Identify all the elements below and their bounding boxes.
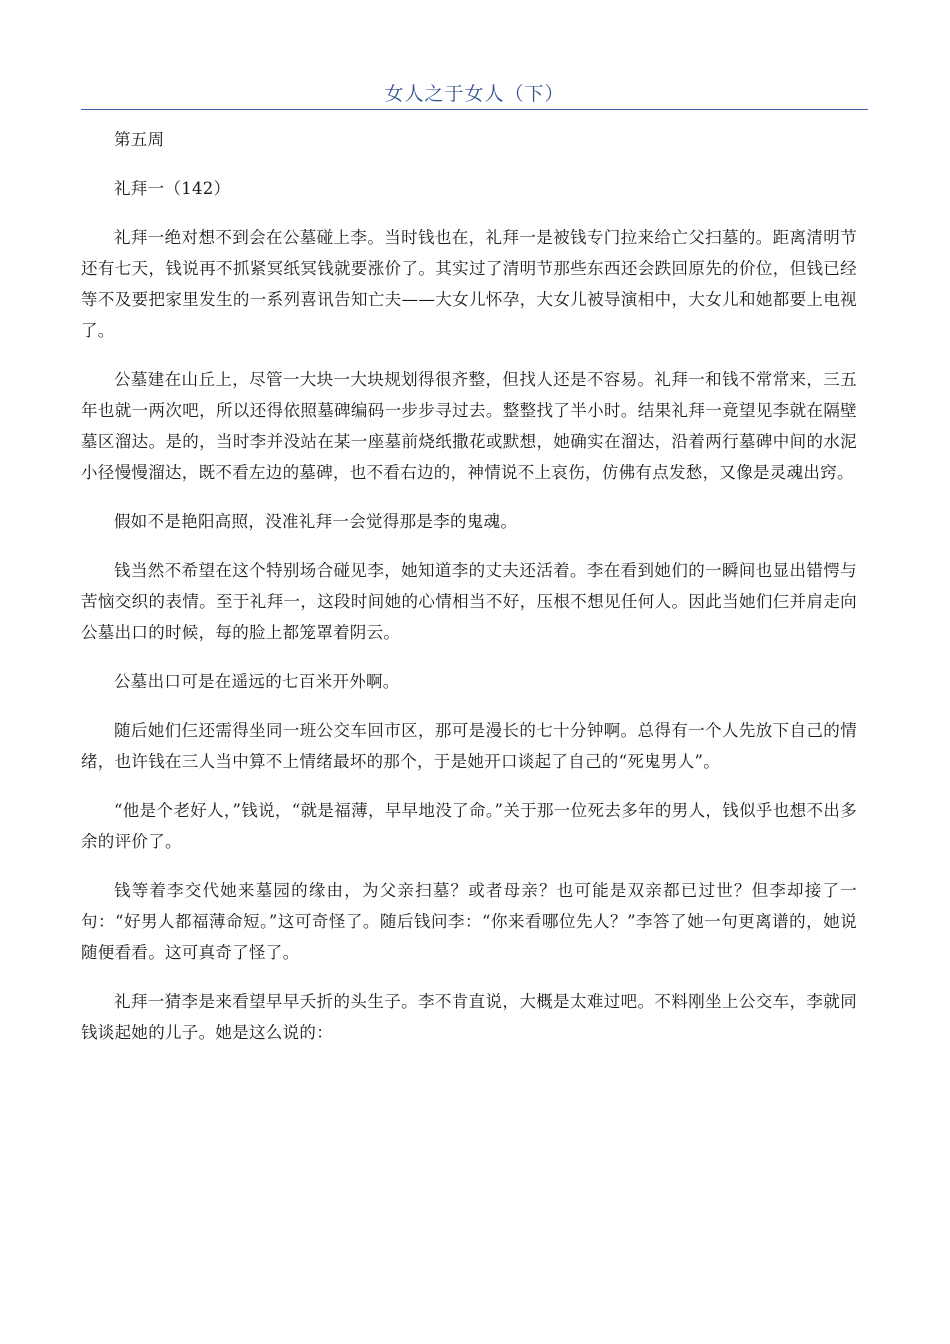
- chapter-heading: 礼拜一（142）: [114, 179, 231, 198]
- body-paragraph: 随后她们仨还需得坐同一班公交车回市区，那可是漫长的七十分钟啊。总得有一个人先放下自己的情绪，也许钱在三人当中算不上情绪最坏的那个，于是她开口谈起了自己的“死鬼男人”。: [81, 721, 857, 771]
- body-paragraph: 假如不是艳阳高照，没准礼拜一会觉得那是李的鬼魂。: [114, 512, 518, 531]
- document-title: 女人之于女人（下）: [384, 83, 565, 105]
- body-paragraph: “他是个老好人，”钱说，“就是福薄，早早地没了命。”关于那一位死去多年的男人，钱似乎也想不出多余的评价了。: [81, 801, 857, 851]
- body-paragraph: 钱当然不希望在这个特别场合碰见李，她知道李的丈夫还活着。李在看到她们的一瞬间也显出错愕与苦恼交织的表情。至于礼拜一，这段时间她的心情相当不好，压根不想见任何人。因此当她们仨并肩走向公墓出口的时候，每的脸上都笼罩着阴云。: [81, 561, 857, 642]
- body-paragraph: 礼拜一猜李是来看望早早夭折的头生子。李不肯直说，大概是太难过吧。不料刚坐上公交车，李就同钱谈起她的儿子。她是这么说的：: [81, 992, 857, 1042]
- section-heading: 第五周: [114, 130, 165, 149]
- title-divider: [81, 109, 868, 110]
- document-body: [81, 124, 857, 1066]
- body-paragraph: 礼拜一绝对想不到会在公墓碰上李。当时钱也在，礼拜一是被钱专门拉来给亡父扫墓的。距离清明节还有七天，钱说再不抓紧冥纸冥钱就要涨价了。其实过了清明节那些东西还会跌回原先的价位，但钱已经等不及要把家里发生的一系列喜讯告知亡夫——大女儿怀孕，大女儿被导演相中，大女儿和她都要上电视了。: [81, 228, 857, 340]
- body-paragraph: 钱等着李交代她来墓园的缘由，为父亲扫墓？或者母亲？也可能是双亲都已过世？但李却接了一句：“好男人都福薄命短。”这可奇怪了。随后钱问李：“你来看哪位先人？”李答了她一句更离谱的，她说随便看看。这可真奇了怪了。: [81, 881, 857, 962]
- body-paragraph: 公墓出口可是在遥远的七百米开外啊。: [114, 672, 400, 691]
- body-paragraph: 公墓建在山丘上，尽管一大块一大块规划得很齐整，但找人还是不容易。礼拜一和钱不常常来，三五年也就一两次吧，所以还得依照墓碑编码一步步寻过去。整整找了半小时。结果礼拜一竟望见李就在隔壁墓区溜达。是的，当时李并没站在某一座墓前烧纸撒花或默想，她确实在溜达，沿着两行墓碑中间的水泥小径慢慢溜达，既不看左边的墓碑，也不看右边的，神情说不上哀伤，仿佛有点发愁，又像是灵魂出窍。: [81, 370, 857, 482]
